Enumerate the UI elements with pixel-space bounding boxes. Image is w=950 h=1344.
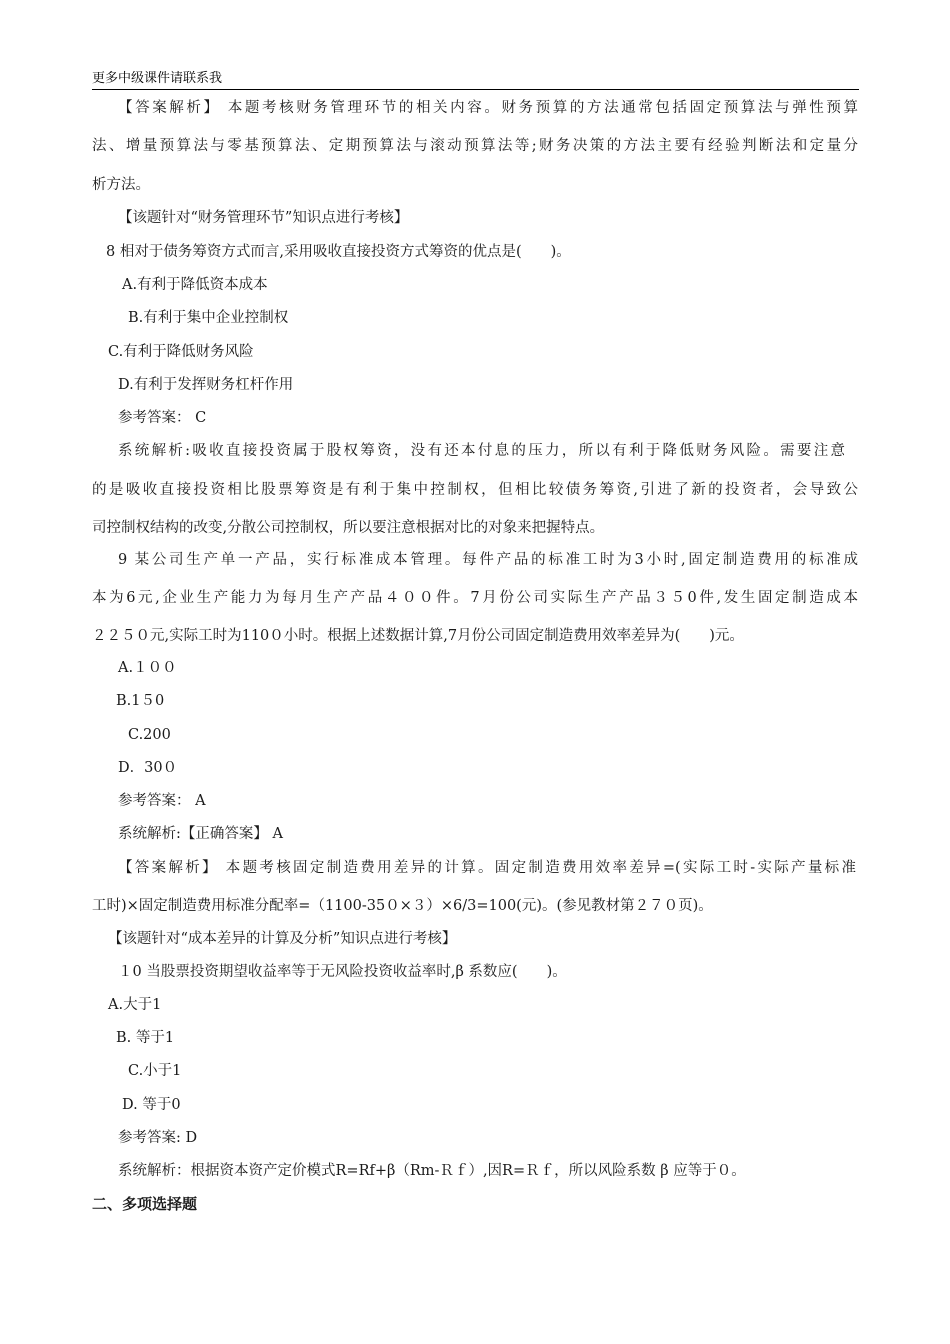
answer-analysis-line-1: 【答案解析】 本题考核财务管理环节的相关内容。财务预算的方法通常包括固定预算法与弹性预算 [118,100,858,116]
question-9-option-b: B.1５0 [116,693,165,709]
question-10-answer: 参考答案: D [118,1130,198,1146]
question-10-option-d: D. 等于0 [122,1097,181,1113]
question-9-answer: 参考答案： A [118,793,206,809]
question-9-option-a: A.１００ [118,660,177,676]
question-8-option-c: C.有利于降低财务风险 [108,344,254,360]
question-10-option-b: B. 等于1 [116,1030,175,1046]
question-8-explanation-line-2: 的是吸收直接投资相比股票筹资是有利于集中控制权，但相比较债务筹资,引进了新的投资者，会导致公 [92,482,858,498]
answer-analysis-line-2: 法、增量预算法与零基预算法、定期预算法与滚动预算法等;财务决策的方法主要有经验判断法和定量分 [92,138,858,154]
page-header: 更多中级课件请联系我 [92,71,859,90]
section-heading-multiple-choice: 二、多项选择题 [92,1195,198,1213]
question-9-explanation-line-2: 工时)×固定制造费用标准分配率=（1100-35０×３）×6/3=100(元)。(参见教材第２７０页)。 [92,898,713,914]
question-10-option-a: A.大于1 [108,997,162,1013]
question-9-option-c: C.200 [128,727,171,743]
question-8-option-a: A.有利于降低资本成本 [122,277,268,293]
question-9-stem-line-3: ２２５０元,实际工时为110０小时。根据上述数据计算,7月份公司固定制造费用效率差异为( )元。 [92,628,744,644]
question-8-explanation-line-1: 系统解析:吸收直接投资属于股权筹资，没有还本付息的压力，所以有利于降低财务风险。需要注意 [118,443,845,459]
question-9-explanation-line-1: 【答案解析】 本题考核固定制造费用差异的计算。固定制造费用效率差异=(实际工时-实际产量标准 [118,860,856,876]
question-8-stem: 8 相对于债务筹资方式而言,采用吸收直接投资方式筹资的优点是( )。 [106,244,571,260]
knowledge-point-note: 【该题针对“财务管理环节”知识点进行考核】 [118,210,409,226]
answer-analysis-line-3: 析方法。 [92,177,150,193]
question-9-explanation-header: 系统解析:【正确答案】 A [118,826,283,842]
question-9-option-d: D．30０ [118,760,178,776]
question-8-option-d: D.有利于发挥财务杠杆作用 [118,377,294,393]
question-8-explanation-line-3: 司控制权结构的改变,分散公司控制权，所以要注意根据对比的对象来把握特点。 [92,520,605,536]
question-9-knowledge-point: 【该题针对“成本差异的计算及分析”知识点进行考核】 [108,931,457,947]
question-9-stem-line-1: 9 某公司生产单一产品，实行标准成本管理。每件产品的标准工时为3小时,固定制造费用的标准成 [118,552,858,568]
question-10-option-c: C.小于1 [128,1063,182,1079]
question-8-answer: 参考答案： C [118,410,207,426]
question-10-explanation: 系统解析：根据资本资产定价模式R=Rf+β（Rm-Ｒｆ）,因R=Ｒｆ，所以风险系数 β 应等于０。 [118,1163,746,1179]
question-10-stem: １0 当股票投资期望收益率等于无风险投资收益率时,β 系数应( )。 [118,964,567,980]
question-9-stem-line-2: 本为6元,企业生产能力为每月生产产品４００件。7月份公司实际生产产品３５0件,发生固定制造成本 [92,590,858,606]
question-8-option-b: B.有利于集中企业控制权 [128,310,289,326]
